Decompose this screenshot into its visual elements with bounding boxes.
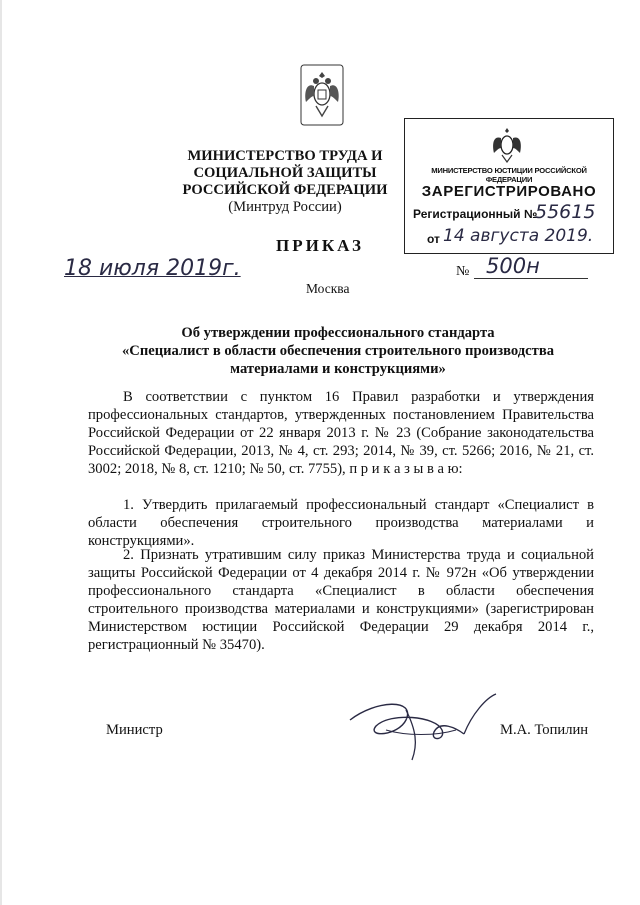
stamp-status: ЗАРЕГИСТРИРОВАНО (421, 183, 597, 200)
signer-name: М.А. Топилин (500, 722, 589, 738)
ministry-line1: МИНИСТЕРСТВО ТРУДА И СОЦИАЛЬНОЙ ЗАЩИТЫ (187, 148, 383, 181)
stamp-agency: МИНИСТЕРСТВО ЮСТИЦИИ РОССИЙСКОЙ ФЕДЕРАЦИИ (431, 166, 587, 184)
order-number: 500н (486, 254, 540, 278)
ministry-short: (Минтруд России) (228, 199, 342, 215)
subject-line3: материалами и конструкциями» (230, 361, 446, 377)
order-date: 18 июля 2019г. (64, 256, 241, 281)
order-title: ПРИКАЗ (276, 236, 364, 255)
registration-stamp (404, 118, 614, 254)
stamp-date: 14 августа 2019. (443, 226, 594, 246)
body-paragraph-preamble: В соответствии с пунктом 16 Правил разработки и утверждения профессиональных стандартов, утвержденных постановлением Правительства Российской Федерации от 22 января 2013 г. № 23 (Собрание законодательства Российской Федерации, 2013, № 4, ст. 293; 2014, № 39, ст. 5266; 2016, № 21, ст. 3002; 2018, № 8, ст. 1210; № 50, ст. 7755), п р и к а з ы в а ю: (88, 389, 594, 477)
stamp-eagle-icon (489, 125, 525, 163)
stamp-date-prefix: от (427, 232, 440, 246)
subject-line2: «Специалист в области обеспечения строительного производства (122, 343, 554, 359)
order-subject (88, 324, 588, 378)
page-edge (0, 0, 2, 905)
handwritten-signature (346, 690, 502, 768)
ministry-header (140, 148, 430, 216)
order-number-label: № (456, 264, 470, 279)
signer-position: Министр (106, 722, 163, 738)
ministry-line2: РОССИЙСКОЙ ФЕДЕРАЦИИ (182, 182, 388, 198)
state-emblem-icon (300, 64, 344, 126)
body-paragraph-item2: 2. Признать утратившим силу приказ Министерства труда и социальной защиты Российской Федерации от 4 декабря 2014 г. № 972н «Об утверждении профессионального стандарта «Специалист в области обеспечения строительного производства материалами и конструкциями» (зарегистрирован Министерством юстиции Российской Федерации 29 декабря 2014 г., регистрационный № 35470). (88, 547, 594, 653)
stamp-reg-label: Регистрационный № (413, 207, 538, 221)
stamp-reg-number: 55615 (535, 201, 596, 223)
subject-line1: Об утверждении профессионального стандарта (181, 325, 495, 341)
order-number-line (474, 278, 588, 279)
order-city: Москва (306, 281, 350, 296)
body-paragraph-item1: 1. Утвердить прилагаемый профессиональный стандарт «Специалист в области обеспечения строительного производства материалами и конструкциями». (88, 497, 594, 549)
